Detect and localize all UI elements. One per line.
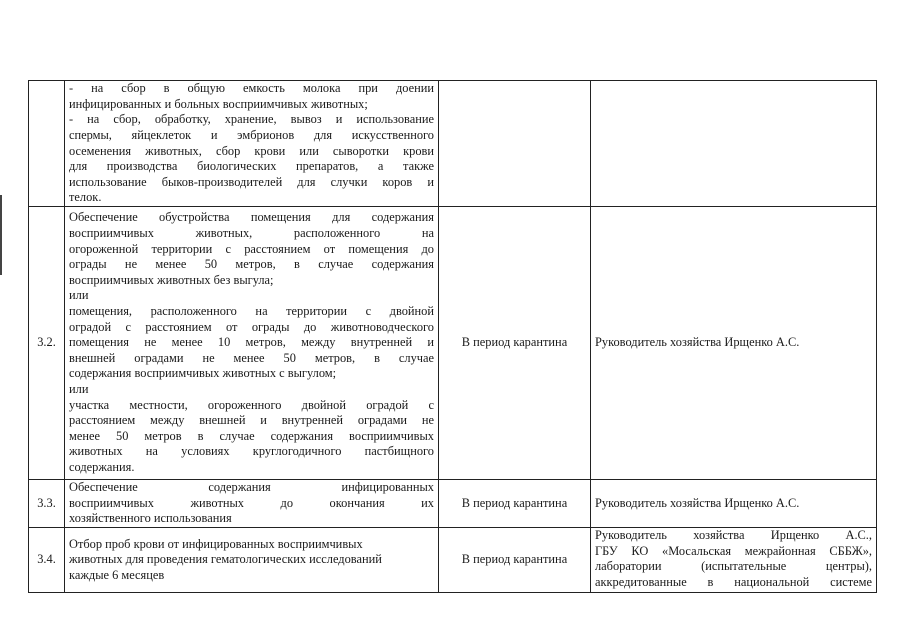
responsible-line: лаборатории (испытательные центры), [595,559,872,574]
measure-line: Отбор проб крови от инфицированных восприимчивых [69,536,363,551]
responsible-cell [591,528,877,593]
responsible-cell [591,81,877,207]
measure-cell [65,207,439,480]
measure-line: или [69,288,89,303]
term-cell: В период карантина [439,207,591,480]
measure-line: восприимчивых животных до окончания их [69,495,434,510]
scan-edge-mark [0,195,2,275]
measure-line: животных для проведения гематологических исследований [69,552,382,567]
measure-line: телок. [69,190,102,205]
measure-line: Обеспечение содержания инфицированных [69,480,434,495]
responsible-line: аккредитованные в национальной системе [595,574,872,589]
measure-line: каждые 6 месяцев [69,567,165,582]
measure-line: содержания восприимчивых животных с выгулом; [69,366,337,381]
measure-line: использование быков-производителей для случки коров и [69,174,434,189]
measure-line: Обеспечение обустройства помещения для содержания [69,210,434,225]
measure-line: помещения, расположенного на территории с двойной [69,304,434,319]
measure-line: животных на условиях круглогодичного пастбищного [69,444,434,459]
measure-line: хозяйственного использования [69,511,232,526]
table-row [29,480,877,528]
row-number-cell: 3.3. [29,480,65,528]
term-cell: В период карантина [439,528,591,593]
measure-line: оградой с расстоянием от ограды до животноводческого [69,319,434,334]
measure-line: спермы, яйцеклеток и эмбрионов для искусственного [69,127,434,142]
measure-line: восприимчивых животных, расположенного на [69,226,434,241]
measure-line: расстоянием между внешней и внутренней оградами не [69,413,434,428]
measure-line: содержания. [69,459,135,474]
measure-line: огороженной территории с расстоянием от помещения до [69,241,434,256]
responsible-cell: Руководитель хозяйства Ирщенко А.С. [591,207,877,480]
measure-line: для производства биологических препаратов, а также [69,159,434,174]
measure-line: помещения не менее 10 метров, между внутренней и [69,335,434,350]
measure-cell [65,81,439,207]
quarantine-measures-table [28,80,877,593]
measure-line: или [69,381,89,396]
measure-line: - на сбор, обработку, хранение, вывоз и использование [69,112,434,127]
measure-line: менее 50 метров в случае содержания восприимчивых [69,428,434,443]
measure-line: осеменения животных, сбор крови или сыворотки крови [69,143,434,158]
row-number-cell: 3.4. [29,528,65,593]
responsible-cell: Руководитель хозяйства Ирщенко А.С. [591,480,877,528]
measure-line: инфицированных и больных восприимчивых животных; [69,96,368,111]
table-row [29,528,877,593]
term-cell: В период карантина [439,480,591,528]
measure-cell [65,480,439,528]
table-row [29,207,877,480]
measure-line: ограды не менее 50 метров, в случае содержания [69,257,434,272]
row-number-cell [29,81,65,207]
row-number-cell: 3.2. [29,207,65,480]
measure-line: внешней оградами не менее 50 метров, в случае [69,350,434,365]
term-cell [439,81,591,207]
table-row [29,81,877,207]
responsible-line: ГБУ КО «Мосальская межрайонная СББЖ», [595,543,872,558]
measure-cell [65,528,439,593]
measure-line: участка местности, огороженного двойной оградой с [69,397,434,412]
measure-line: - на сбор в общую емкость молока при доении [69,81,434,96]
measure-line: восприимчивых животных без выгула; [69,272,274,287]
responsible-line: Руководитель хозяйства Ирщенко А.С., [595,528,872,542]
